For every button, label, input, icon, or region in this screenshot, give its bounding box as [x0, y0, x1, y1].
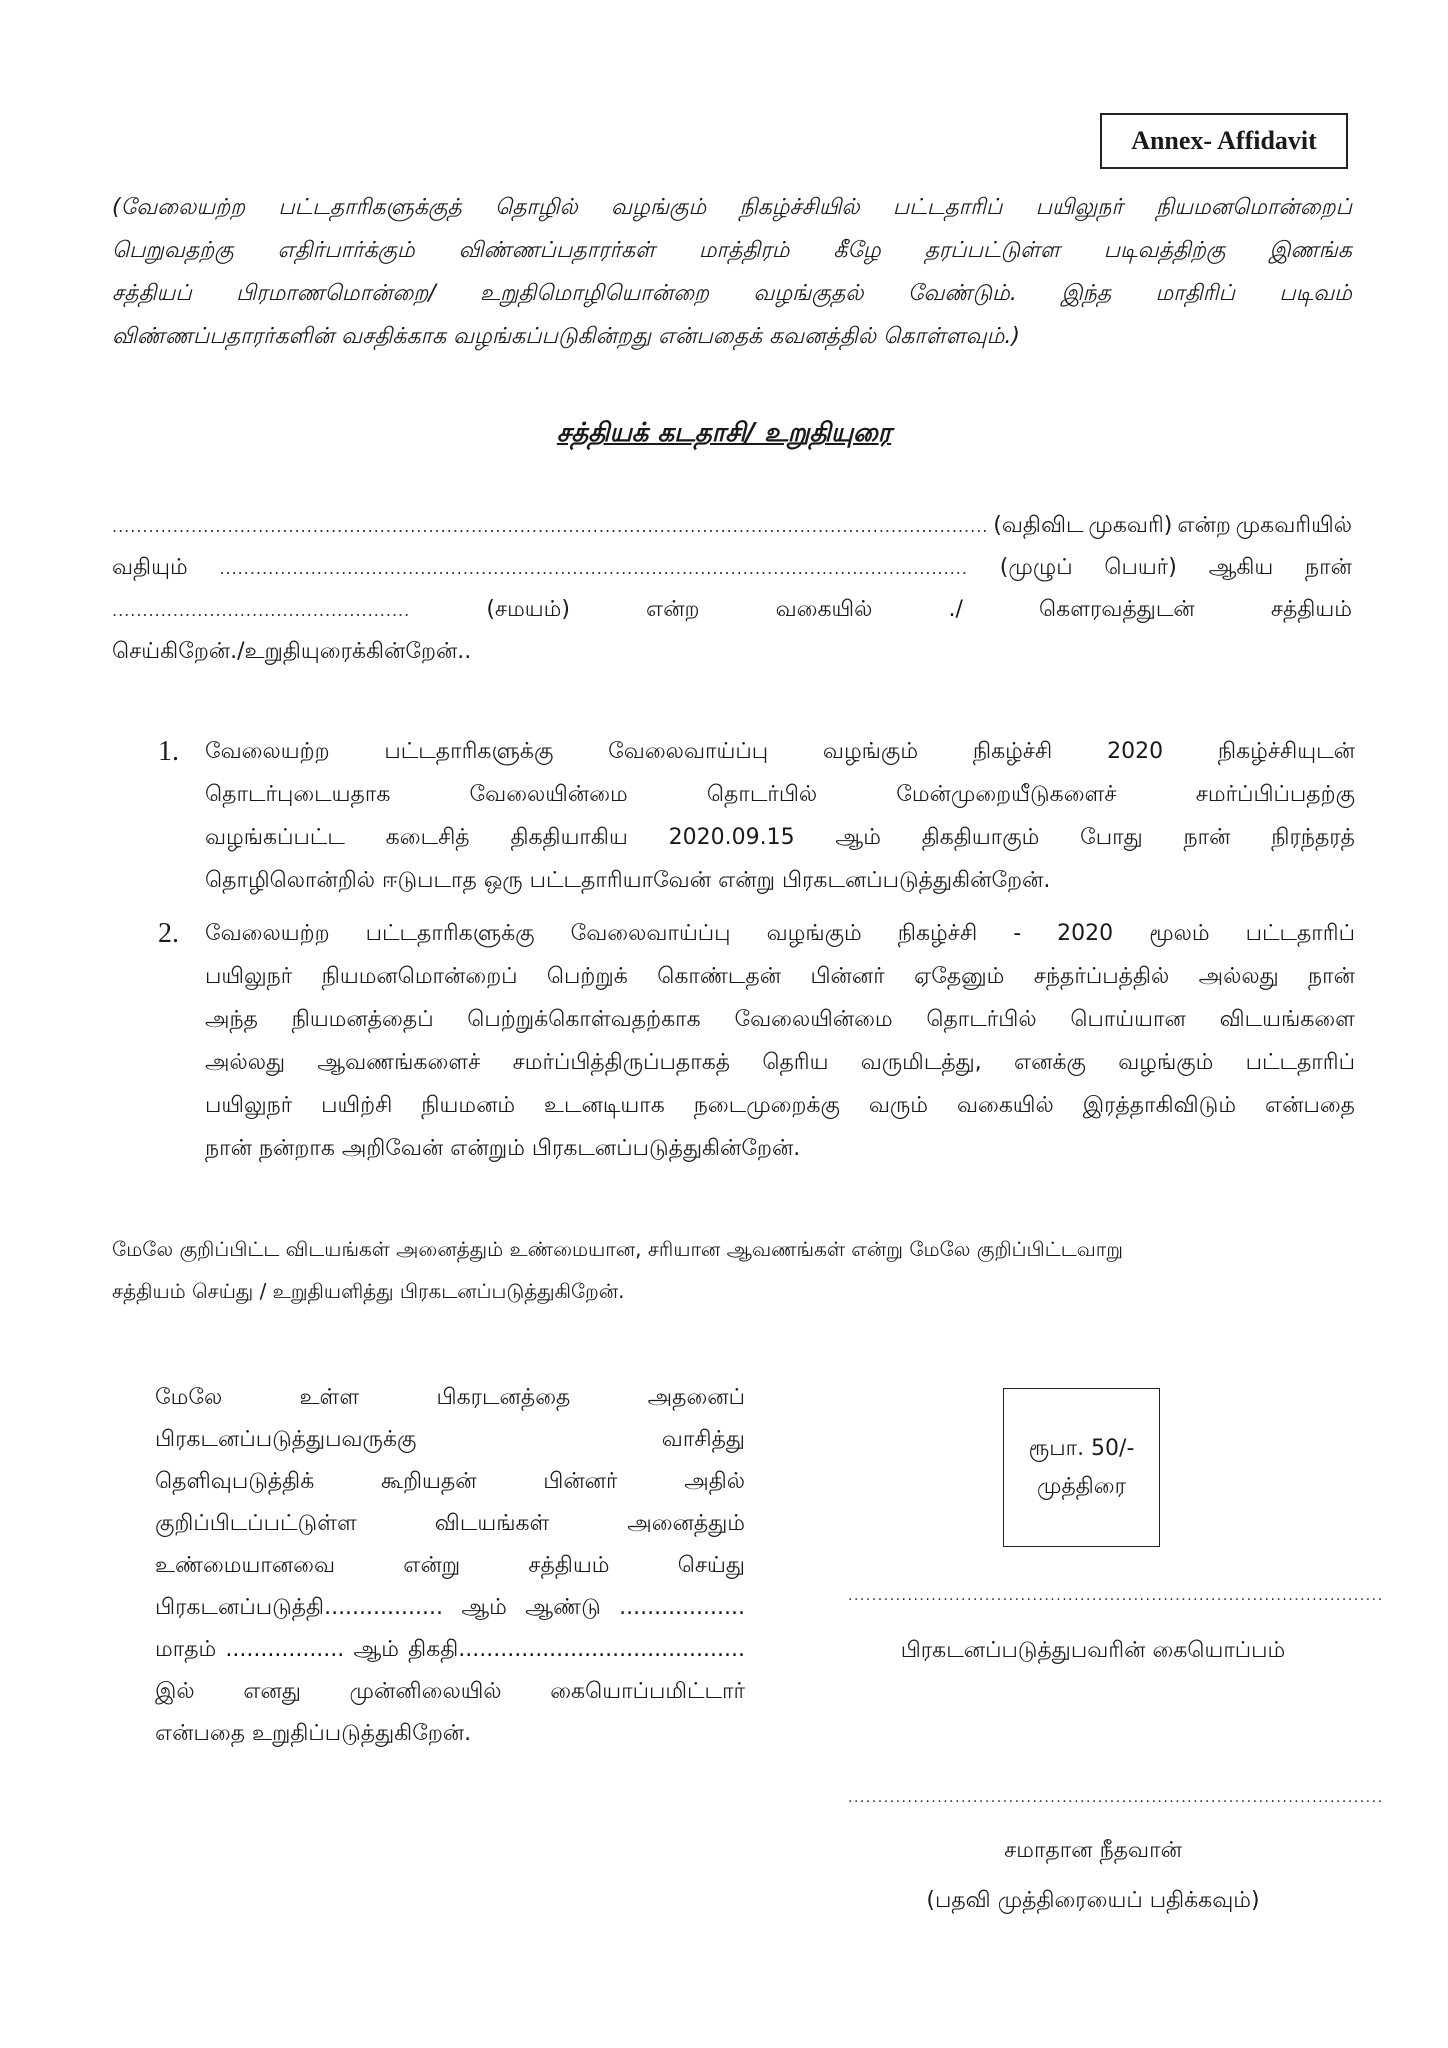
- closing-line: சத்தியம் செய்து / உறுதியளித்து பிரகடனப்படுத்துகிறேன்.: [112, 1279, 625, 1303]
- attestation-line: இல் எனது முன்னிலையில் கையொப்பமிட்டார்: [155, 1679, 745, 1704]
- stamp-label: முத்திரை: [1037, 1473, 1126, 1499]
- name-row: [112, 547, 1352, 589]
- declaration-list: [150, 730, 1355, 1180]
- list-item: [150, 730, 1355, 902]
- document-title: சத்தியக் கடதாசி/ உறுதியுரை: [556, 418, 892, 448]
- item-line: நான் நன்றாக அறிவேன் என்றும் பிரகடனப்படுத்துகின்றேன்.: [205, 1136, 801, 1161]
- closing-statement: [112, 1228, 1352, 1312]
- fill-word: வகையில்: [775, 597, 873, 622]
- item-line: பயிலுநர் பயிற்சி நியமனம் உடனடியாக நடைமுறைக்கு வரும் வகையில் இரத்தாகிவிடும் என்பதை: [205, 1093, 1355, 1118]
- fill-word: நான்: [1305, 555, 1352, 580]
- item-line: அல்லது ஆவணங்களைச் சமர்ப்பித்திருப்பதாகத் தெரிய வருமிடத்து, எனக்கு வழங்கும் பட்டதாரிப்: [205, 1050, 1355, 1075]
- attestation-line: என்பதை உறுதிப்படுத்துகிறேன்.: [155, 1721, 472, 1746]
- fill-word: ./: [948, 597, 963, 622]
- fill-word: (முழுப்: [999, 555, 1073, 580]
- address-blank: ................................................................................................................................................: [112, 517, 989, 536]
- attestation-line: மாதம் ................. ஆம் திகதி.........................................: [155, 1637, 745, 1662]
- witness-attestation: [155, 1377, 745, 1755]
- address-row: [112, 505, 1352, 547]
- fill-word: ஆகிய: [1208, 555, 1274, 580]
- intro-line: பெறுவதற்கு எதிர்பார்க்கும் விண்ணப்பதாரர்கள் மாத்திரம் கீழே தரப்பட்டுள்ள படிவத்திற்கு இணங்க: [112, 238, 1352, 263]
- stamp-box: [1003, 1388, 1160, 1547]
- annex-affidavit-label: Annex- Affidavit: [1100, 113, 1348, 169]
- fill-word: முகவரி): [1088, 513, 1173, 538]
- religion-row: [112, 589, 1352, 631]
- jp-signature-line: ..........................................................................................: [848, 1790, 1384, 1806]
- declarant-details: [112, 505, 1352, 672]
- fill-word: கௌரவத்துடன்: [1039, 597, 1195, 622]
- fill-word: பெயர்): [1104, 555, 1177, 580]
- attestation-line: குறிப்பிடப்பட்டுள்ள விடயங்கள் அனைத்தும்: [155, 1511, 745, 1536]
- justice-of-peace-label: சமாதான நீதவான்: [1004, 1838, 1182, 1863]
- intro-line: (வேலையற்ற பட்டதாரிகளுக்குத் தொழில் வழங்கும் நிகழ்ச்சியில் பட்டதாரிப் பயிலுநர் நியமனமொன்றைப்: [112, 195, 1352, 220]
- intro-line: விண்ணப்பதாரர்களின் வசதிக்காக வழங்கப்படுகின்றது என்பதைக் கவனத்தில் கொள்ளவும்.): [112, 324, 1020, 349]
- attestation-line: உண்மையானவை என்று சத்தியம் செய்து: [155, 1553, 745, 1578]
- name-blank: ...........................................................................................................................: [219, 559, 968, 578]
- official-seal-note: (பதவி முத்திரையைப் பதிக்கவும்): [926, 1888, 1260, 1913]
- religion-blank: .................................................: [112, 601, 411, 620]
- intro-instructions: [112, 186, 1352, 358]
- fill-word: என்ற: [646, 597, 700, 622]
- attestation-line: பிரகடனப்படுத்துபவருக்கு வாசித்து: [155, 1427, 745, 1452]
- signature-line: ..........................................................................................: [848, 1588, 1384, 1604]
- item-line: தொழிலொன்றில் ஈடுபடாத ஒரு பட்டதாரியாவேன் என்று பிரகடனப்படுத்துகின்றேன்.: [205, 868, 1051, 893]
- fill-word: (சமயம்): [486, 597, 570, 622]
- fill-word: முகவரியில்: [1235, 513, 1352, 538]
- item-line: பயிலுநர் நியமனமொன்றைப் பெற்றுக் கொண்டதன் பின்னர் ஏதேனும் சந்தர்ப்பத்தில் அல்லது நான்: [205, 964, 1355, 989]
- item-line: தொடர்புடையதாக வேலையின்மை தொடர்பில் மேன்முறையீடுகளைச் சமர்ப்பிப்பதற்கு: [205, 782, 1355, 807]
- item-number: 1.: [158, 736, 179, 767]
- item-line: வேலையற்ற பட்டதாரிகளுக்கு வேலைவாய்ப்பு வழங்கும் நிகழ்ச்சி - 2020 மூலம் பட்டதாரிப்: [205, 921, 1355, 946]
- fill-word: வதியும்: [112, 555, 188, 580]
- fill-word: சத்தியம்: [1270, 597, 1352, 622]
- attestation-line: தெளிவுபடுத்திக் கூறியதன் பின்னர் அதில்: [155, 1469, 745, 1494]
- attestation-line: மேலே உள்ள பிகரடனத்தை அதனைப்: [155, 1385, 745, 1410]
- stamp-amount: ரூபா. 50/-: [1028, 1435, 1135, 1461]
- item-line: வழங்கப்பட்ட கடைசித் திகதியாகிய 2020.09.15 ஆம் திகதியாகும் போது நான் நிரந்தரத்: [205, 825, 1355, 850]
- item-line: வேலையற்ற பட்டதாரிகளுக்கு வேலைவாய்ப்பு வழங்கும் நிகழ்ச்சி 2020 நிகழ்ச்சியுடன்: [205, 739, 1355, 764]
- fill-word: என்ற: [1177, 513, 1231, 538]
- attestation-line: பிரகடனப்படுத்தி................. ஆம் ஆண்டு ..................: [155, 1595, 745, 1620]
- intro-line: சத்தியப் பிரமாணமொன்றை/ உறுதிமொழியொன்றை வழங்குதல் வேண்டும். இந்த மாதிரிப் படிவம்: [112, 281, 1352, 306]
- closing-line: மேலே குறிப்பிட்ட விடயங்கள் அனைத்தும் உண்மையான, சரியான ஆவணங்கள் என்று மேலே குறிப்பிட்டவாறு: [112, 1237, 1123, 1261]
- item-line: அந்த நியமனத்தைப் பெற்றுக்கொள்வதற்காக வேலையின்மை தொடர்பில் பொய்யான விடயங்களை: [205, 1007, 1355, 1032]
- item-number: 2.: [158, 918, 179, 949]
- declarant-signature-label: பிரகடனப்படுத்துபவரின் கையொப்பம்: [900, 1638, 1286, 1663]
- oath-statement: செய்கிறேன்./உறுதியுரைக்கின்றேன்..: [112, 639, 472, 664]
- list-item: [150, 912, 1355, 1170]
- fill-word: (வதிவிட: [993, 513, 1084, 538]
